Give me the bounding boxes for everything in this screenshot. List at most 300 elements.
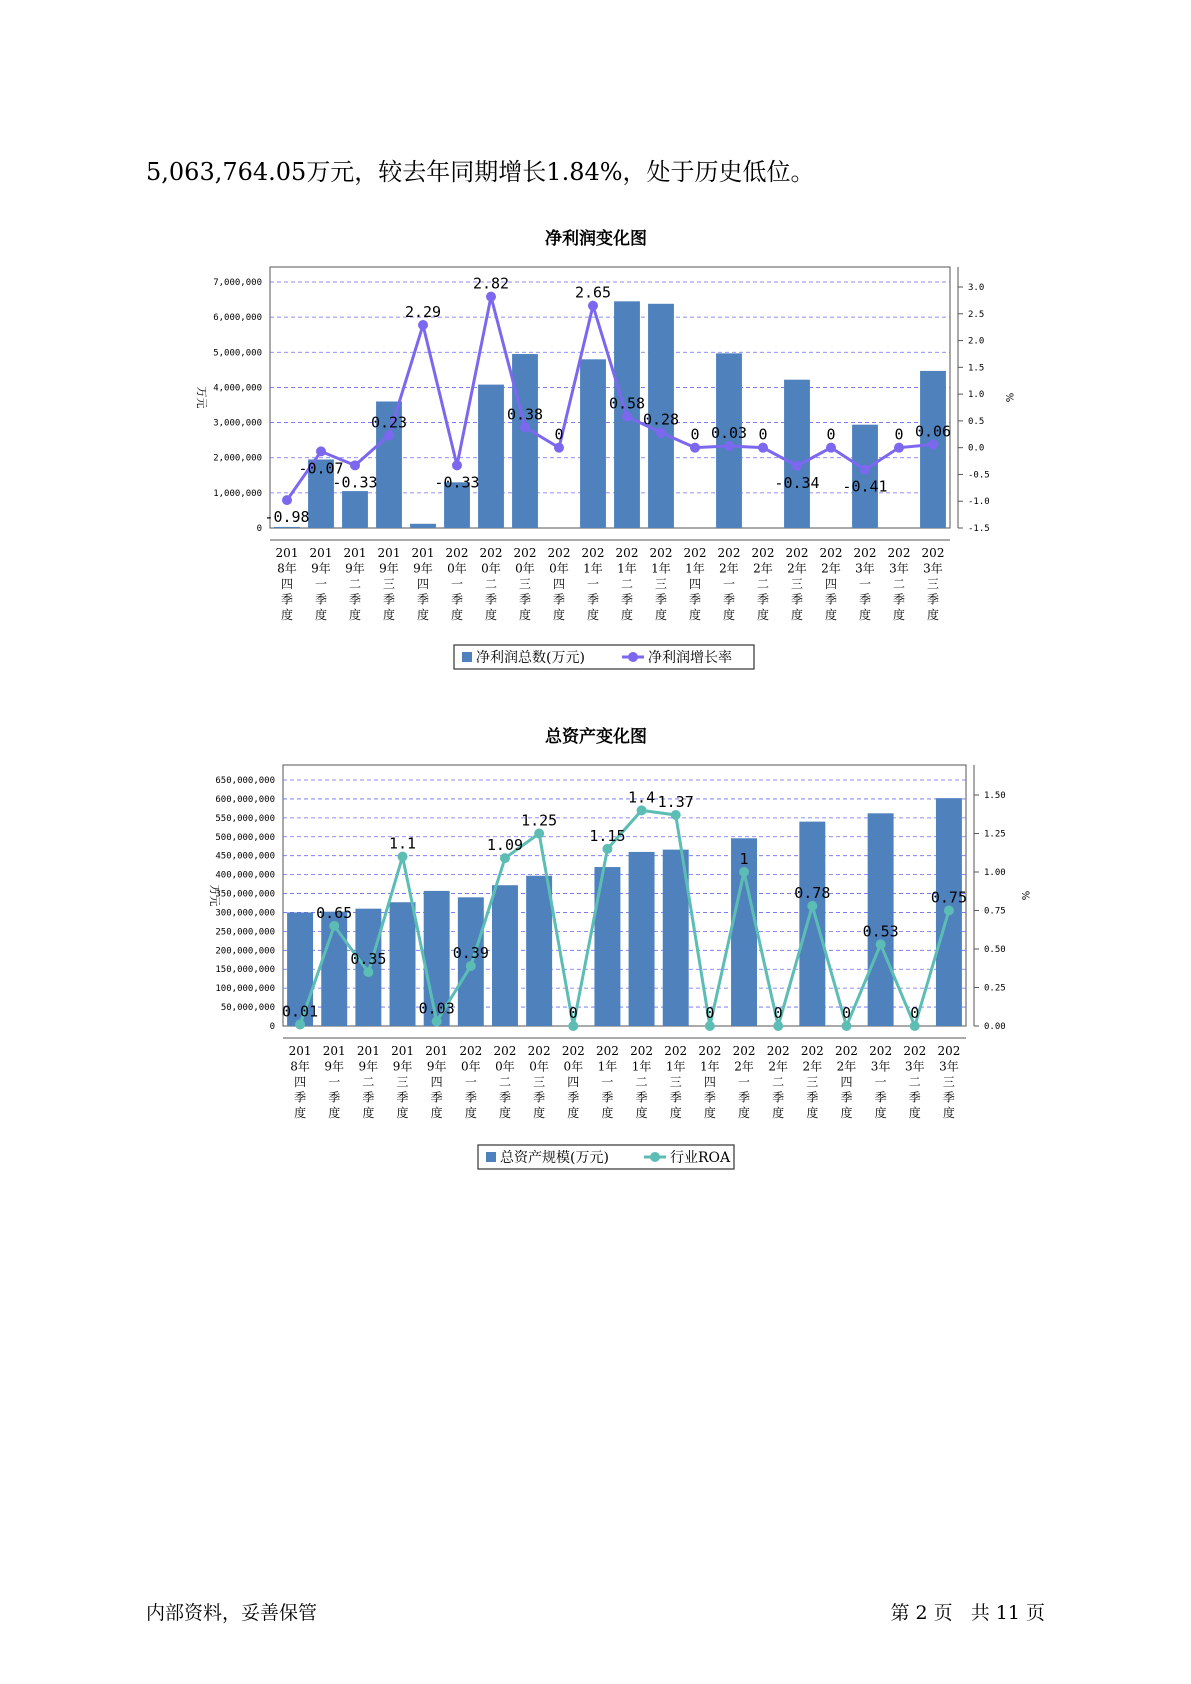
data-label: 0 [826, 425, 836, 444]
bar [526, 876, 552, 1026]
x-tick-label: 季 [688, 592, 702, 607]
x-tick-label: 0年 [549, 561, 569, 576]
right-axis-tick-label: 2.5 [968, 309, 985, 320]
x-tick-label: 度 [314, 608, 328, 622]
data-label: 1.37 [657, 793, 694, 812]
data-label: 0.78 [794, 883, 831, 902]
x-tick-label: 度 [722, 608, 736, 622]
data-label: 2.65 [574, 283, 612, 302]
data-label: 1.15 [589, 826, 626, 845]
x-tick-label: 0年 [447, 561, 467, 576]
series-point [363, 967, 373, 977]
total-assets-chart [0, 715, 1191, 1175]
x-tick-label: 季 [790, 592, 804, 607]
series-point [534, 829, 544, 839]
data-label: 0.28 [642, 410, 680, 429]
x-tick-label: 二 [362, 1075, 375, 1089]
x-tick-label: 四 [552, 577, 566, 591]
x-tick-label: 季 [806, 1090, 819, 1105]
x-tick-label: 三 [382, 577, 396, 591]
right-axis-tick-label: 0.5 [968, 416, 985, 427]
x-tick-label: 2年 [753, 561, 773, 576]
data-label: -0.41 [842, 477, 888, 496]
series-point [944, 906, 954, 916]
bar [580, 359, 606, 528]
left-axis-tick-label: 3,000,000 [213, 418, 262, 429]
x-tick-label: 201 [288, 1044, 312, 1058]
x-tick-label: 季 [362, 1090, 375, 1105]
data-label: 0.23 [370, 413, 408, 432]
x-tick-label: 2年 [821, 561, 841, 576]
series-point [329, 921, 339, 931]
series-point [826, 443, 836, 453]
x-tick-label: 0年 [563, 1059, 584, 1074]
series-point [568, 1021, 578, 1031]
bar [784, 380, 810, 528]
x-tick-label: 9年 [426, 1059, 447, 1074]
right-axis-tick-label: 1.00 [984, 868, 1006, 878]
x-tick-label: 三 [669, 1075, 682, 1089]
x-tick-label: 一 [874, 1075, 887, 1089]
x-tick-label: 季 [892, 592, 906, 607]
data-label: 0 [705, 1004, 715, 1022]
x-tick-label: 202 [445, 546, 469, 560]
x-tick-label: 202 [717, 546, 741, 560]
x-tick-label: 度 [892, 608, 906, 622]
x-tick-label: 二 [772, 1075, 785, 1089]
x-tick-label: 202 [547, 546, 571, 560]
x-tick-label: 202 [459, 1044, 483, 1058]
series-point [637, 805, 647, 815]
right-axis-tick-label: -1.5 [968, 524, 990, 534]
x-tick-label: 1年 [665, 1059, 686, 1074]
left-axis-tick-label: 0 [269, 1022, 275, 1032]
x-tick-label: 二 [498, 1075, 511, 1089]
series-point [758, 443, 768, 453]
x-tick-label: 202 [513, 546, 537, 560]
x-tick-label: 1年 [700, 1059, 720, 1074]
data-label: 1.09 [486, 836, 524, 855]
x-tick-label: 8年 [277, 561, 297, 576]
left-axis-tick-label: 150,000,000 [215, 965, 275, 976]
bar [920, 371, 946, 528]
x-tick-label: 一 [738, 1075, 751, 1089]
left-axis-tick-label: 200,000,000 [215, 946, 275, 957]
x-tick-label: 度 [533, 1106, 546, 1120]
x-tick-label: 202 [921, 546, 945, 560]
x-tick-label: 三 [654, 577, 668, 591]
x-tick-label: 度 [396, 1106, 409, 1120]
x-tick-label: 202 [903, 1044, 927, 1058]
right-axis-title: % [1003, 392, 1014, 403]
data-label: 0.75 [930, 888, 967, 907]
x-tick-label: 季 [840, 1090, 853, 1105]
series-point [486, 292, 496, 302]
x-tick-label: 一 [601, 1075, 614, 1089]
series-point [384, 430, 394, 440]
footer-page-number: 第 2 页 共 11 页 [890, 1602, 1045, 1624]
x-tick-label: 度 [669, 1106, 682, 1120]
x-tick-label: 1年 [685, 561, 705, 576]
x-tick-label: 度 [362, 1106, 375, 1120]
x-tick-label: 度 [430, 1106, 443, 1120]
x-tick-label: 季 [348, 592, 362, 607]
x-tick-label: 四 [294, 1075, 307, 1089]
bar [478, 385, 504, 528]
x-tick-label: 三 [533, 1075, 546, 1089]
bar [390, 902, 416, 1026]
x-tick-label: 度 [416, 608, 430, 622]
x-tick-label: 8年 [290, 1059, 310, 1074]
series-point [705, 1021, 715, 1031]
x-tick-label: 季 [669, 1090, 682, 1105]
x-tick-label: 3年 [889, 561, 909, 576]
x-tick-label: 度 [518, 608, 532, 622]
data-label: 0.39 [452, 943, 489, 962]
data-label: 0.03 [710, 424, 748, 443]
x-tick-label: 2年 [836, 1059, 857, 1074]
x-tick-label: 三 [806, 1075, 819, 1089]
x-tick-label: 2年 [734, 1059, 754, 1074]
data-label: -0.34 [774, 473, 820, 492]
series-point [520, 422, 530, 432]
x-tick-label: 201 [411, 546, 435, 560]
x-tick-label: 202 [479, 546, 503, 560]
x-tick-label: 季 [703, 1090, 716, 1105]
x-tick-label: 季 [601, 1090, 614, 1105]
right-axis-tick-label: -0.5 [968, 470, 990, 481]
legend-line-marker [628, 652, 638, 662]
x-tick-label: 四 [430, 1075, 443, 1089]
left-axis-tick-label: 300,000,000 [215, 908, 275, 919]
x-tick-label: 三 [518, 577, 532, 591]
x-tick-label: 度 [908, 1106, 921, 1120]
intro-paragraph: 5,063,764.05万元，较去年同期增长1.84%，处于历史低位。 [146, 158, 815, 186]
x-tick-label: 季 [654, 592, 668, 607]
left-axis-tick-label: 5,000,000 [213, 348, 262, 359]
right-axis-tick-label: 0.00 [984, 1022, 1006, 1032]
legend-line-marker [650, 1152, 660, 1162]
series-point [602, 844, 612, 854]
total-assets-chart-svg [0, 715, 1191, 1175]
x-tick-label: 季 [926, 592, 940, 607]
right-axis-tick-label: 1.5 [968, 363, 985, 374]
data-label: -0.98 [264, 508, 310, 527]
net-profit-chart [0, 215, 1191, 675]
series-point [500, 853, 510, 863]
data-label: 0 [758, 425, 768, 444]
left-axis-title: 万元 [195, 386, 208, 409]
x-tick-label: 1年 [617, 561, 637, 576]
x-tick-label: 度 [688, 608, 702, 622]
series-point [316, 446, 326, 456]
data-label: -0.33 [332, 473, 378, 492]
x-tick-label: 9年 [311, 561, 331, 576]
x-tick-label: 201 [322, 1044, 346, 1058]
bar [342, 491, 368, 528]
series-point [656, 428, 666, 438]
series-point [724, 441, 734, 451]
x-tick-label: 度 [484, 608, 498, 622]
legend-line-label: 行业ROA [670, 1150, 731, 1166]
x-tick-label: 二 [892, 577, 906, 591]
x-tick-label: 度 [620, 608, 634, 622]
x-tick-label: 一 [328, 1075, 341, 1089]
series-point [841, 1021, 851, 1031]
x-tick-label: 度 [703, 1106, 716, 1120]
x-tick-label: 9年 [392, 1059, 413, 1074]
x-tick-label: 二 [348, 577, 362, 591]
x-tick-label: 度 [586, 608, 600, 622]
x-tick-label: 9年 [379, 561, 399, 576]
x-tick-label: 3年 [939, 1059, 959, 1074]
x-tick-label: 202 [664, 1044, 688, 1058]
left-axis-tick-label: 600,000,000 [215, 794, 275, 805]
x-tick-label: 四 [703, 1075, 716, 1089]
bar [410, 524, 436, 528]
x-tick-label: 季 [533, 1090, 546, 1105]
x-tick-label: 二 [756, 577, 770, 591]
series-point [739, 867, 749, 877]
right-axis-tick-label: 0.50 [984, 945, 1006, 955]
series-point [671, 810, 681, 820]
x-tick-label: 202 [853, 546, 877, 560]
x-tick-label: 9年 [345, 561, 365, 576]
x-tick-label: 度 [635, 1106, 648, 1120]
x-tick-label: 度 [772, 1106, 785, 1120]
x-tick-label: 2年 [719, 561, 739, 576]
data-label: 2.82 [472, 274, 510, 293]
x-tick-label: 度 [328, 1106, 341, 1120]
data-label: 0 [554, 425, 564, 444]
x-tick-label: 202 [581, 546, 605, 560]
x-tick-label: 202 [835, 1044, 858, 1058]
right-axis-tick-label: 1.50 [984, 791, 1006, 801]
right-axis-tick-label: 1.0 [968, 390, 985, 401]
series-point [876, 939, 886, 949]
x-tick-label: 季 [824, 592, 838, 607]
x-tick-label: 季 [450, 592, 464, 607]
x-tick-label: 季 [430, 1090, 443, 1105]
series-point [588, 301, 598, 311]
data-label: 0.01 [282, 1002, 319, 1021]
x-tick-label: 0年 [529, 1059, 549, 1074]
x-tick-label: 三 [790, 577, 804, 591]
x-tick-label: 度 [450, 608, 464, 622]
x-tick-label: 202 [800, 1044, 824, 1058]
x-tick-label: 度 [567, 1106, 580, 1120]
data-label: 2.29 [404, 303, 442, 322]
x-tick-label: 3年 [904, 1059, 925, 1074]
data-label: 1 [739, 850, 749, 868]
left-axis-tick-label: 1,000,000 [213, 488, 262, 499]
left-axis-tick-label: 550,000,000 [215, 813, 275, 824]
x-tick-label: 四 [840, 1075, 853, 1089]
x-tick-label: 202 [527, 1044, 551, 1058]
data-label: 0 [910, 1004, 920, 1022]
x-tick-label: 四 [567, 1075, 580, 1089]
left-axis-tick-label: 400,000,000 [215, 870, 275, 881]
x-tick-label: 季 [874, 1090, 887, 1105]
x-tick-label: 一 [586, 577, 600, 591]
bar [852, 425, 878, 528]
x-tick-label: 季 [396, 1090, 409, 1105]
x-tick-label: 度 [280, 608, 294, 622]
x-tick-label: 202 [937, 1044, 961, 1058]
left-axis-tick-label: 7,000,000 [213, 278, 262, 288]
left-axis-tick-label: 350,000,000 [215, 889, 275, 900]
data-label: 0 [568, 1004, 578, 1022]
x-tick-label: 一 [464, 1075, 477, 1089]
x-tick-label: 202 [887, 546, 911, 560]
x-tick-label: 四 [688, 577, 702, 591]
series-point [792, 461, 802, 471]
data-label: 1.1 [388, 834, 417, 853]
x-tick-label: 度 [942, 1106, 955, 1120]
x-tick-label: 202 [493, 1044, 517, 1058]
x-tick-label: 度 [738, 1106, 751, 1120]
x-tick-label: 度 [294, 1106, 307, 1120]
data-label: 0.53 [862, 922, 899, 941]
x-tick-label: 202 [785, 546, 809, 560]
x-tick-label: 0年 [495, 1059, 515, 1074]
data-label: 0 [690, 425, 700, 444]
x-tick-label: 2年 [787, 561, 807, 576]
x-tick-label: 三 [942, 1075, 955, 1089]
right-axis-tick-label: 2.0 [968, 336, 985, 347]
left-axis-tick-label: 2,000,000 [213, 453, 262, 464]
x-tick-label: 一 [450, 577, 464, 591]
x-tick-label: 季 [314, 592, 328, 607]
legend-bar-label: 总资产规模(万元) [500, 1150, 609, 1166]
x-tick-label: 季 [908, 1090, 921, 1105]
x-tick-label: 202 [595, 1044, 619, 1058]
footer-confidential-note: 内部资料，妥善保管 [146, 1602, 318, 1624]
x-tick-label: 201 [377, 546, 401, 560]
x-tick-label: 202 [630, 1044, 654, 1058]
x-tick-label: 季 [772, 1090, 785, 1105]
series-point [282, 495, 292, 505]
x-tick-label: 三 [926, 577, 940, 591]
left-axis-tick-label: 4,000,000 [213, 383, 262, 394]
legend-line-label: 净利润增长率 [648, 650, 732, 666]
x-tick-label: 一 [858, 577, 872, 591]
x-tick-label: 季 [416, 592, 430, 607]
bar [512, 354, 538, 528]
series-point [452, 460, 462, 470]
x-tick-label: 0年 [481, 561, 501, 576]
x-tick-label: 202 [683, 546, 707, 560]
legend-bar-swatch [462, 652, 472, 662]
x-tick-label: 2年 [802, 1059, 823, 1074]
x-tick-label: 1年 [597, 1059, 618, 1074]
left-axis-tick-label: 50,000,000 [220, 1003, 275, 1014]
x-tick-label: 季 [484, 592, 498, 607]
x-tick-label: 1年 [631, 1059, 652, 1074]
chart-title: 总资产变化图 [545, 727, 647, 747]
x-tick-label: 季 [382, 592, 396, 607]
x-tick-label: 度 [926, 608, 940, 622]
bar [629, 852, 655, 1026]
left-axis-tick-label: 450,000,000 [215, 851, 275, 862]
data-label: 0.35 [350, 950, 387, 969]
x-tick-label: 202 [869, 1044, 893, 1058]
series-point [350, 460, 360, 470]
x-tick-label: 度 [840, 1106, 853, 1120]
x-tick-label: 201 [356, 1044, 380, 1058]
right-axis-tick-label: 0.75 [984, 906, 1006, 917]
data-label: 0 [841, 1004, 851, 1022]
left-axis-title: 万元 [208, 884, 221, 907]
data-label: 0 [773, 1004, 783, 1022]
bar [274, 527, 300, 528]
right-axis-tick-label: 0.25 [984, 983, 1006, 994]
right-axis-tick-label: 0.0 [968, 443, 985, 454]
x-tick-label: 202 [819, 546, 843, 560]
left-axis-tick-label: 500,000,000 [215, 832, 275, 843]
x-tick-label: 四 [416, 577, 430, 591]
x-tick-label: 201 [425, 1044, 449, 1058]
left-axis-tick-label: 250,000,000 [215, 927, 275, 938]
left-axis-tick-label: 650,000,000 [215, 776, 275, 786]
x-tick-label: 201 [343, 546, 367, 560]
x-tick-label: 度 [756, 608, 770, 622]
x-tick-label: 二 [635, 1075, 648, 1089]
series-point [432, 1016, 442, 1026]
left-axis-tick-label: 6,000,000 [213, 313, 262, 324]
bar [868, 813, 894, 1026]
left-axis-tick-label: 0 [256, 524, 262, 534]
right-axis-title: % [1019, 890, 1030, 901]
x-tick-label: 度 [654, 608, 668, 622]
x-tick-label: 202 [615, 546, 639, 560]
x-tick-label: 度 [806, 1106, 819, 1120]
x-tick-label: 季 [498, 1090, 511, 1105]
x-tick-label: 9年 [413, 561, 433, 576]
x-tick-label: 202 [732, 1044, 756, 1058]
series-point [928, 439, 938, 449]
x-tick-label: 0年 [461, 1059, 481, 1074]
x-tick-label: 度 [824, 608, 838, 622]
x-tick-label: 201 [275, 546, 299, 560]
x-tick-label: 二 [620, 577, 634, 591]
x-tick-label: 三 [396, 1075, 409, 1089]
data-label: 0.65 [316, 903, 353, 922]
x-tick-label: 0年 [515, 561, 535, 576]
x-tick-label: 季 [280, 592, 294, 607]
net-profit-chart-svg [0, 215, 1191, 675]
x-tick-label: 季 [328, 1090, 341, 1105]
series-point [418, 320, 428, 330]
x-tick-label: 度 [552, 608, 566, 622]
x-tick-label: 度 [348, 608, 362, 622]
x-tick-label: 季 [552, 592, 566, 607]
data-label: 0.06 [914, 422, 952, 441]
x-tick-label: 202 [561, 1044, 585, 1058]
x-tick-label: 一 [722, 577, 736, 591]
x-tick-label: 季 [942, 1090, 955, 1105]
x-tick-label: 季 [635, 1090, 648, 1105]
x-tick-label: 度 [464, 1106, 477, 1120]
x-tick-label: 度 [874, 1106, 887, 1120]
series-point [295, 1019, 305, 1029]
x-tick-label: 202 [751, 546, 775, 560]
series-point [773, 1021, 783, 1031]
x-tick-label: 四 [280, 577, 294, 591]
x-tick-label: 季 [738, 1090, 751, 1105]
x-tick-label: 度 [858, 608, 872, 622]
x-tick-label: 度 [601, 1106, 614, 1120]
